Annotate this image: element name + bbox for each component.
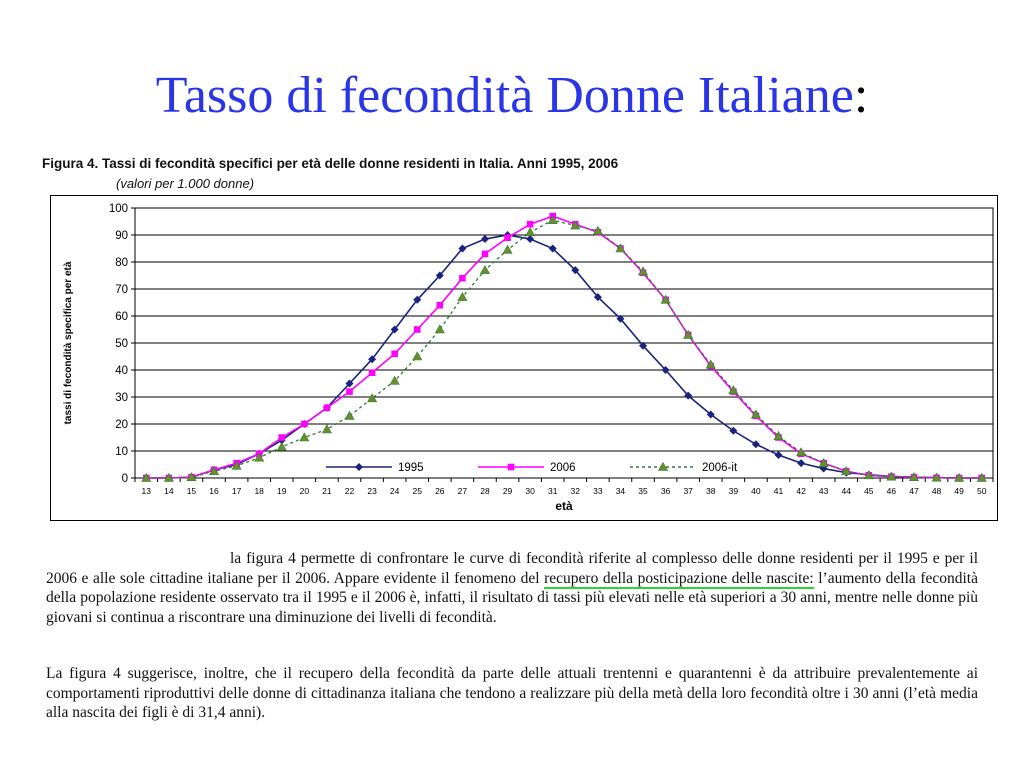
x-tick-label-33: 33 (593, 486, 603, 496)
y-tick-label-60: 60 (115, 311, 128, 323)
paragraph-1 (46, 549, 978, 627)
legend-label-2006-it: 2006-it (702, 462, 738, 474)
x-tick-label-22: 22 (344, 486, 355, 496)
y-tick-label-40: 40 (115, 365, 128, 377)
y-tick-label-20: 20 (115, 419, 128, 431)
series-2006-point-21 (324, 405, 331, 412)
paragraph-1-part-b: l’aumento della fecondità della popolazione residente osservato tra il 1995 e il 2006 è, infatti, il risultato di tassi più elevati nelle età superiori a 30 anni, mentre nelle donne più giovani si continua a riscontrare una diminuzione dei livelli di fecondità. (46, 569, 978, 626)
series-2006-point-25 (414, 326, 421, 333)
x-tick-label-42: 42 (796, 486, 806, 496)
y-axis-label: tassi di fecondità specifica per età (63, 261, 74, 425)
y-tick-label-100: 100 (108, 203, 128, 215)
x-tick-label-14: 14 (164, 486, 174, 496)
series-2006-point-22 (346, 388, 353, 395)
x-tick-label-20: 20 (299, 486, 310, 496)
chart-frame (50, 195, 998, 521)
series-2006-point-27 (459, 275, 466, 282)
series-2006-point-30 (527, 221, 534, 228)
x-tick-label-18: 18 (254, 486, 264, 496)
x-axis-label: età (555, 499, 573, 513)
x-tick-label-46: 46 (886, 486, 897, 496)
x-tick-label-17: 17 (231, 486, 242, 496)
x-tick-label-23: 23 (367, 486, 377, 496)
series-2006-point-19 (278, 434, 285, 441)
slide-title (0, 64, 1024, 128)
x-tick-label-41: 41 (773, 486, 784, 496)
y-tick-label-90: 90 (115, 230, 128, 242)
x-tick-label-40: 40 (751, 486, 761, 496)
legend-marker-2006 (508, 464, 515, 471)
x-tick-label-50: 50 (976, 486, 987, 496)
paragraph-2: La figura 4 suggerisce, inoltre, che il recupero della fecondità da parte delle attuali trentenni e quarantenni è da attribuire prevalentemente ai comportamenti riproduttivi delle donne di cittadinanza italiana che tendono a realizzare più della metà della loro fecondità oltre i 30 anni (l’età media alla nascita dei figli è di 31,4 anni). (46, 665, 978, 721)
x-tick-label-24: 24 (389, 486, 400, 496)
x-tick-label-27: 27 (457, 486, 468, 496)
series-2006-point-26 (437, 302, 444, 309)
series-2006-point-28 (482, 251, 489, 258)
y-tick-label-80: 80 (115, 257, 128, 269)
legend-label-2006: 2006 (550, 462, 576, 474)
x-tick-label-16: 16 (209, 486, 219, 496)
fertility-line-chart (51, 196, 997, 520)
x-tick-label-25: 25 (412, 486, 422, 496)
x-tick-label-13: 13 (141, 486, 152, 496)
x-tick-label-34: 34 (615, 486, 626, 496)
x-tick-label-28: 28 (480, 486, 490, 496)
figure-subcaption: (valori per 1.000 donne) (116, 176, 255, 191)
y-tick-label-30: 30 (115, 392, 128, 404)
x-tick-label-15: 15 (186, 486, 197, 496)
y-tick-label-0: 0 (121, 473, 128, 485)
x-tick-label-26: 26 (435, 486, 445, 496)
x-tick-label-47: 47 (909, 486, 919, 496)
x-tick-label-32: 32 (570, 486, 581, 496)
figure-caption: Figura 4. Tassi di fecondità specifici per età delle donne residenti in Italia. Anni 1995, 2006 (42, 156, 619, 171)
paragraph-1-part-a: la figura 4 permette di confrontare le curve di fecondità riferite al complesso delle donne residenti per il 1995 e per il 2006 e alle sole cittadine italiane per il 2006. Appare evidente il fenomeno del (46, 550, 978, 587)
x-tick-label-31: 31 (547, 486, 558, 496)
x-tick-label-49: 49 (954, 486, 964, 496)
x-tick-label-29: 29 (502, 486, 513, 496)
x-tick-label-45: 45 (864, 486, 874, 496)
x-tick-label-21: 21 (322, 486, 332, 496)
y-tick-label-50: 50 (115, 338, 128, 350)
x-tick-label-30: 30 (525, 486, 535, 496)
x-tick-label-37: 37 (683, 486, 693, 496)
slide-title-colon: : (853, 67, 869, 124)
series-2006-point-20 (301, 421, 308, 428)
legend-label-1995: 1995 (398, 462, 424, 474)
x-tick-label-48: 48 (931, 486, 942, 496)
slide-title-text: Tasso di fecondità Donne Italiane (155, 67, 854, 124)
x-tick-label-35: 35 (638, 486, 648, 496)
x-tick-label-43: 43 (818, 486, 829, 496)
series-2006-point-23 (369, 369, 376, 376)
x-tick-label-19: 19 (277, 486, 287, 496)
paragraph-1-highlight: recupero della posticipazione delle nascite: (544, 569, 814, 587)
x-tick-label-36: 36 (660, 486, 671, 496)
x-tick-label-44: 44 (841, 486, 851, 496)
y-tick-label-10: 10 (115, 446, 128, 458)
series-2006-point-24 (391, 351, 398, 358)
x-tick-label-39: 39 (728, 486, 739, 496)
y-tick-label-70: 70 (115, 284, 128, 296)
series-2006-point-29 (504, 234, 511, 241)
x-tick-label-38: 38 (706, 486, 716, 496)
